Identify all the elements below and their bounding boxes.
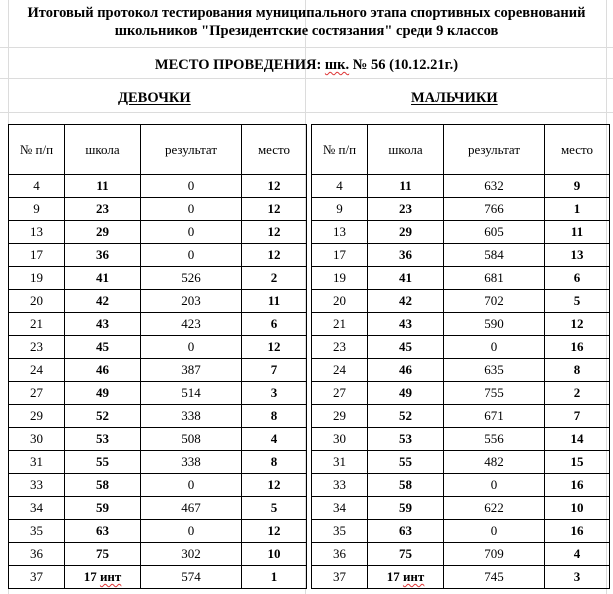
table-row	[9, 244, 307, 267]
cell-result: 635	[444, 359, 545, 382]
table-row	[312, 359, 610, 382]
table-row	[312, 520, 610, 543]
cell-place: 7	[242, 359, 307, 382]
cell-school: 45	[368, 336, 444, 359]
cell-num: 36	[9, 543, 65, 566]
cell-num: 23	[312, 336, 368, 359]
cell-num: 9	[9, 198, 65, 221]
table-row	[9, 175, 307, 198]
cell-num: 31	[9, 451, 65, 474]
cell-place: 4	[545, 543, 610, 566]
cell-school: 63	[65, 520, 141, 543]
cell-school: 42	[368, 290, 444, 313]
cell-num: 35	[9, 520, 65, 543]
cell-num: 20	[9, 290, 65, 313]
cell-result: 338	[141, 451, 242, 474]
cell-place: 12	[545, 313, 610, 336]
title-line-1: Итоговый протокол тестирования муниципального этапа спортивных соревнований	[27, 5, 586, 21]
header-result: результат	[141, 125, 242, 175]
header-result: результат	[444, 125, 545, 175]
cell-school: 11	[368, 175, 444, 198]
table-header-row	[312, 125, 610, 175]
cell-num: 37	[9, 566, 65, 589]
cell-result: 622	[444, 497, 545, 520]
cell-place: 2	[242, 267, 307, 290]
grid-line	[0, 47, 613, 48]
cell-school: 52	[368, 405, 444, 428]
table-row	[312, 267, 610, 290]
table-row	[312, 198, 610, 221]
cell-num: 30	[9, 428, 65, 451]
cell-num: 19	[312, 267, 368, 290]
cell-num: 27	[312, 382, 368, 405]
cell-school: 17 инт	[65, 566, 141, 589]
cell-place: 14	[545, 428, 610, 451]
cell-place: 12	[242, 520, 307, 543]
boys-section-title: МАЛЬЧИКИ	[411, 90, 498, 106]
table-row	[312, 175, 610, 198]
header-school: школа	[65, 125, 141, 175]
cell-place: 4	[242, 428, 307, 451]
cell-result: 203	[141, 290, 242, 313]
cell-num: 4	[312, 175, 368, 198]
table-row	[312, 336, 610, 359]
table-row	[9, 221, 307, 244]
table-row	[312, 221, 610, 244]
table-row	[9, 520, 307, 543]
cell-school: 75	[65, 543, 141, 566]
cell-result: 423	[141, 313, 242, 336]
cell-school: 58	[65, 474, 141, 497]
cell-school: 45	[65, 336, 141, 359]
cell-school: 41	[65, 267, 141, 290]
table-row	[9, 382, 307, 405]
cell-result: 632	[444, 175, 545, 198]
cell-place: 8	[242, 451, 307, 474]
table-row	[9, 566, 307, 589]
table-row	[9, 290, 307, 313]
cell-result: 702	[444, 290, 545, 313]
table-row	[312, 543, 610, 566]
cell-place: 5	[242, 497, 307, 520]
cell-num: 34	[312, 497, 368, 520]
table-row	[312, 313, 610, 336]
cell-school: 55	[368, 451, 444, 474]
table-row	[9, 198, 307, 221]
table-row	[9, 543, 307, 566]
cell-result: 302	[141, 543, 242, 566]
cell-result: 556	[444, 428, 545, 451]
table-row	[312, 497, 610, 520]
header-num: № п/п	[9, 125, 65, 175]
cell-result: 0	[141, 221, 242, 244]
cell-result: 755	[444, 382, 545, 405]
cell-result: 590	[444, 313, 545, 336]
cell-result: 0	[141, 474, 242, 497]
cell-num: 36	[312, 543, 368, 566]
cell-school: 42	[65, 290, 141, 313]
table-row	[312, 451, 610, 474]
cell-place: 12	[242, 474, 307, 497]
table-row	[312, 428, 610, 451]
cell-place: 11	[545, 221, 610, 244]
table-row	[312, 474, 610, 497]
cell-place: 2	[545, 382, 610, 405]
cell-place: 1	[545, 198, 610, 221]
table-row	[9, 313, 307, 336]
cell-result: 508	[141, 428, 242, 451]
cell-school: 11	[65, 175, 141, 198]
cell-num: 17	[9, 244, 65, 267]
cell-result: 526	[141, 267, 242, 290]
cell-place: 7	[545, 405, 610, 428]
table-row	[9, 428, 307, 451]
cell-num: 33	[9, 474, 65, 497]
cell-school: 58	[368, 474, 444, 497]
header-num: № п/п	[312, 125, 368, 175]
cell-place: 16	[545, 336, 610, 359]
cell-result: 574	[141, 566, 242, 589]
cell-school: 63	[368, 520, 444, 543]
document-title	[0, 4, 613, 40]
cell-place: 12	[242, 221, 307, 244]
cell-num: 27	[9, 382, 65, 405]
table-row	[9, 497, 307, 520]
cell-result: 0	[141, 175, 242, 198]
cell-result: 709	[444, 543, 545, 566]
cell-num: 20	[312, 290, 368, 313]
title-line-2: школьников "Президентские состязания" среди 9 классов	[114, 23, 499, 39]
table-row	[312, 382, 610, 405]
cell-school: 46	[65, 359, 141, 382]
cell-num: 24	[9, 359, 65, 382]
cell-result: 0	[141, 244, 242, 267]
cell-result: 0	[444, 520, 545, 543]
header-place: место	[545, 125, 610, 175]
cell-school: 23	[65, 198, 141, 221]
table-row	[9, 474, 307, 497]
cell-place: 13	[545, 244, 610, 267]
cell-result: 0	[444, 474, 545, 497]
cell-place: 8	[242, 405, 307, 428]
cell-result: 584	[444, 244, 545, 267]
cell-school: 29	[368, 221, 444, 244]
table-header-row	[9, 125, 307, 175]
cell-result: 745	[444, 566, 545, 589]
cell-result: 0	[141, 520, 242, 543]
cell-school: 55	[65, 451, 141, 474]
header-school: школа	[368, 125, 444, 175]
cell-place: 3	[242, 382, 307, 405]
cell-num: 21	[9, 313, 65, 336]
cell-result: 387	[141, 359, 242, 382]
cell-place: 10	[242, 543, 307, 566]
cell-place: 12	[242, 336, 307, 359]
cell-place: 16	[545, 520, 610, 543]
cell-place: 9	[545, 175, 610, 198]
cell-school: 17 инт	[368, 566, 444, 589]
cell-place: 6	[545, 267, 610, 290]
cell-num: 13	[312, 221, 368, 244]
cell-result: 467	[141, 497, 242, 520]
cell-num: 9	[312, 198, 368, 221]
cell-school: 49	[65, 382, 141, 405]
cell-school: 59	[368, 497, 444, 520]
cell-school: 29	[65, 221, 141, 244]
table-row	[312, 405, 610, 428]
cell-num: 37	[312, 566, 368, 589]
cell-school: 46	[368, 359, 444, 382]
cell-place: 8	[545, 359, 610, 382]
cell-school: 49	[368, 382, 444, 405]
cell-place: 16	[545, 474, 610, 497]
cell-num: 4	[9, 175, 65, 198]
cell-school: 53	[65, 428, 141, 451]
cell-place: 1	[242, 566, 307, 589]
grid-line	[0, 112, 613, 113]
cell-school: 36	[368, 244, 444, 267]
venue-prefix: МЕСТО ПРОВЕДЕНИЯ:	[154, 57, 325, 73]
cell-school: 41	[368, 267, 444, 290]
cell-num: 33	[312, 474, 368, 497]
cell-result: 0	[444, 336, 545, 359]
cell-place: 15	[545, 451, 610, 474]
venue-line	[0, 56, 613, 74]
cell-num: 30	[312, 428, 368, 451]
cell-result: 605	[444, 221, 545, 244]
cell-school: 53	[368, 428, 444, 451]
cell-school: 75	[368, 543, 444, 566]
cell-num: 31	[312, 451, 368, 474]
table-row	[312, 244, 610, 267]
cell-place: 6	[242, 313, 307, 336]
cell-num: 13	[9, 221, 65, 244]
header-place: место	[242, 125, 307, 175]
cell-num: 24	[312, 359, 368, 382]
cell-result: 681	[444, 267, 545, 290]
cell-school: 36	[65, 244, 141, 267]
cell-num: 23	[9, 336, 65, 359]
cell-num: 29	[312, 405, 368, 428]
cell-place: 3	[545, 566, 610, 589]
girls-results-table	[8, 124, 307, 589]
cell-result: 0	[141, 198, 242, 221]
cell-num: 35	[312, 520, 368, 543]
table-row	[9, 451, 307, 474]
girls-section-title: ДЕВОЧКИ	[118, 90, 191, 106]
table-row	[9, 359, 307, 382]
boys-results-table	[311, 124, 610, 589]
cell-result: 482	[444, 451, 545, 474]
cell-place: 12	[242, 198, 307, 221]
cell-school: 59	[65, 497, 141, 520]
cell-num: 34	[9, 497, 65, 520]
cell-num: 17	[312, 244, 368, 267]
cell-place: 10	[545, 497, 610, 520]
cell-num: 19	[9, 267, 65, 290]
grid-line	[0, 78, 613, 79]
cell-school: 23	[368, 198, 444, 221]
cell-result: 0	[141, 336, 242, 359]
cell-num: 29	[9, 405, 65, 428]
cell-place: 11	[242, 290, 307, 313]
cell-place: 12	[242, 244, 307, 267]
table-row	[312, 290, 610, 313]
cell-school: 43	[65, 313, 141, 336]
cell-place: 5	[545, 290, 610, 313]
cell-school: 52	[65, 405, 141, 428]
cell-result: 766	[444, 198, 545, 221]
cell-place: 12	[242, 175, 307, 198]
venue-rest: № 56 (10.12.21г.)	[349, 57, 459, 73]
table-row	[9, 267, 307, 290]
cell-school: 43	[368, 313, 444, 336]
cell-num: 21	[312, 313, 368, 336]
table-row	[312, 566, 610, 589]
cell-result: 671	[444, 405, 545, 428]
table-row	[9, 405, 307, 428]
table-row	[9, 336, 307, 359]
cell-result: 514	[141, 382, 242, 405]
venue-school: шк.	[324, 57, 350, 73]
cell-result: 338	[141, 405, 242, 428]
